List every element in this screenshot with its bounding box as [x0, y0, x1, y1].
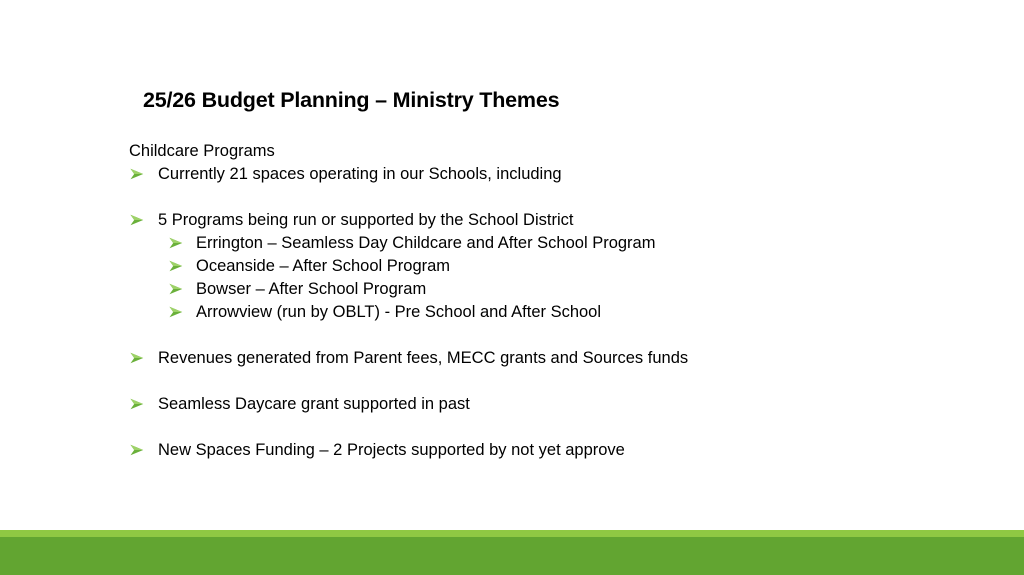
list-item-text: New Spaces Funding – 2 Projects supported by not yet approve: [158, 441, 625, 459]
arrow-bullet-icon: [169, 306, 183, 318]
sub-list-item: [129, 278, 989, 301]
spacer: [129, 416, 989, 439]
arrow-bullet-icon: [169, 260, 183, 272]
arrow-bullet-icon: [130, 214, 144, 226]
list-item-text: Currently 21 spaces operating in our Schools, including: [158, 165, 562, 183]
section-heading-text: Childcare Programs: [129, 142, 275, 160]
list-item-text: Bowser – After School Program: [196, 280, 427, 298]
footer-band: [0, 537, 1024, 575]
sub-list-item: [129, 232, 989, 255]
spacer: [129, 370, 989, 393]
slide-body: [129, 140, 989, 462]
spacer: [129, 186, 989, 209]
list-item: [129, 163, 989, 186]
spacer: [129, 324, 989, 347]
list-item-text: Revenues generated from Parent fees, MECC grants and Sources funds: [158, 349, 689, 367]
arrow-bullet-icon: [130, 444, 144, 456]
arrow-bullet-icon: [130, 352, 144, 364]
arrow-bullet-icon: [130, 168, 144, 180]
list-item-text: Seamless Daycare grant supported in past: [158, 395, 470, 413]
footer-accent-stripe: [0, 530, 1024, 537]
list-item: [129, 439, 989, 462]
slide-title: 25/26 Budget Planning – Ministry Themes: [143, 88, 560, 112]
arrow-bullet-icon: [169, 283, 183, 295]
list-item: [129, 393, 989, 416]
arrow-bullet-icon: [169, 237, 183, 249]
list-item-text: 5 Programs being run or supported by the School District: [158, 211, 574, 229]
sub-list-item: [129, 301, 989, 324]
list-item-text: Errington – Seamless Day Childcare and After School Program: [196, 234, 656, 252]
list-item-text: Arrowview (run by OBLT) - Pre School and After School: [196, 303, 602, 321]
section-heading: [129, 140, 989, 163]
sub-list-item: [129, 255, 989, 278]
list-item: [129, 209, 989, 232]
list-item: [129, 347, 989, 370]
list-item-text: Oceanside – After School Program: [196, 257, 451, 275]
arrow-bullet-icon: [130, 398, 144, 410]
